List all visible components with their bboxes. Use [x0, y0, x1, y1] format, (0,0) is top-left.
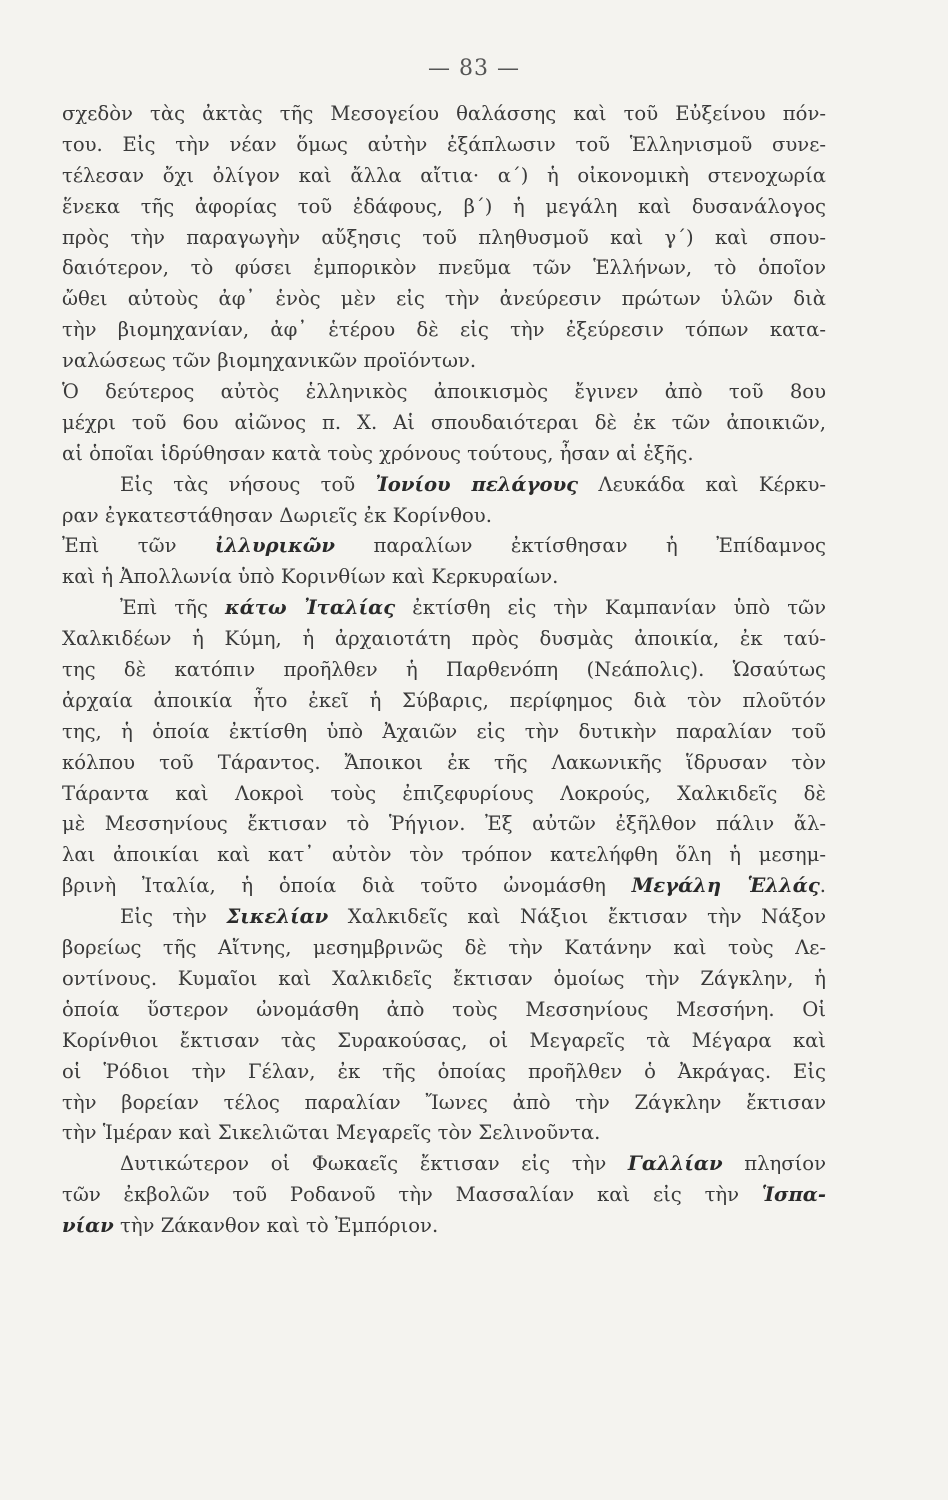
line-text: οντίνους. Κυμαῖοι καὶ Χαλκιδεῖς ἔκτισαν ὁμοίως τὴν Ζάγκλην, ἡ [62, 966, 826, 990]
text-line [62, 315, 826, 346]
line-text: καὶ ἡ Ἀπολλωνία ὑπὸ Κορινθίων καὶ Κερκυραίων. [62, 565, 559, 589]
text-line [62, 284, 826, 315]
line-text: λαι ἀποικίαι καὶ κατ᾿ αὐτὸν τὸν τρόπον κατελήφθη ὅλη ἡ μεσημ- [62, 843, 826, 867]
text-line [62, 99, 826, 130]
text-line [62, 1180, 826, 1211]
text-line [62, 161, 826, 192]
emphasized-term: Γαλλίαν [627, 1152, 723, 1176]
line-text: τῶν ἐκβολῶν τοῦ Ροδανοῦ τὴν Μασσαλίαν καὶ εἰς τὴν [62, 1183, 762, 1207]
text-line [62, 408, 826, 439]
line-text: τέλεσαν ὄχι ὀλίγον καὶ ἄλλα αἴτια· α΄) ἡ οἰκονομικὴ στενοχωρία [62, 163, 826, 187]
line-text: Χαλκιδέων ἡ Κύμη, ἡ ἀρχαιοτάτη πρὸς δυσμὰς ἀποικία, ἐκ ταύ- [62, 627, 826, 651]
line-text: Εἰς τὴν [120, 905, 227, 929]
line-text: παραλίων ἐκτίσθησαν ἡ Ἐπίδαμνος [335, 534, 826, 558]
line-text: ἐκτίσθη εἰς τὴν Καμπανίαν ὑπὸ τῶν [395, 596, 826, 620]
line-text: τὴν Ζάκανθον καὶ τὸ Ἐμπόριον. [113, 1214, 439, 1238]
line-text: Ἐπὶ τῶν [62, 534, 215, 558]
line-text: δαιότερον, τὸ φύσει ἐμπορικὸν πνεῦμα τῶν Ἑλλήνων, τὸ ὁποῖον [62, 256, 826, 280]
emphasized-term: Σικελίαν [226, 905, 329, 929]
text-line [62, 779, 826, 810]
text-line [62, 1088, 826, 1119]
page-number: — 83 — [428, 56, 520, 81]
emphasized-term: ἰλλυρικῶν [215, 534, 336, 558]
text-line [62, 686, 826, 717]
text-line [62, 1057, 826, 1088]
line-text: Λευκάδα καὶ Κέρκυ- [578, 472, 827, 496]
text-line [62, 593, 826, 624]
text-line [62, 562, 826, 593]
emphasized-term: νίαν [62, 1214, 114, 1238]
text-line [62, 902, 826, 933]
text-line [62, 192, 826, 223]
body-text [62, 99, 826, 1242]
text-line [62, 1211, 826, 1242]
text-line [62, 840, 826, 871]
text-line [62, 964, 826, 995]
line-text: βρινὴ Ἰταλία, ἡ ὁποία διὰ τοῦτο ὠνομάσθη [62, 874, 632, 898]
line-text: πλησίον [722, 1152, 827, 1176]
line-text: μὲ Μεσσηνίους ἔκτισαν τὸ Ῥήγιον. Ἐξ αὐτῶν ἐξῆλθον πάλιν ἄλ- [62, 812, 826, 836]
text-line [62, 1026, 826, 1057]
line-text: κόλπου τοῦ Τάραντος. Ἄποικοι ἐκ τῆς Λακωνικῆς ἵδρυσαν τὸν [62, 750, 826, 774]
text-line [62, 501, 826, 532]
text-line [62, 995, 826, 1026]
text-line [62, 1149, 826, 1180]
line-text: ἀρχαία ἀποικία ἦτο ἐκεῖ ἡ Σύβαρις, περίφημος διὰ τὸν πλοῦτόν [62, 688, 826, 712]
text-line [62, 655, 826, 686]
emphasized-term: Μεγάλη Ἑλλάς [631, 874, 820, 898]
text-line [62, 470, 826, 501]
line-text: Δυτικώτερον οἱ Φωκαεῖς ἔκτισαν εἰς τὴν [120, 1152, 628, 1176]
text-line [62, 1118, 826, 1149]
line-text: Εἰς τὰς νήσους τοῦ [120, 472, 376, 496]
line-text: Ὁ δεύτερος αὐτὸς ἑλληνικὸς ἀποικισμὸς ἔγινεν ἀπὸ τοῦ 8ου [62, 380, 826, 404]
text-line [62, 377, 826, 408]
line-text: αἱ ὁποῖαι ἱδρύθησαν κατὰ τοὺς χρόνους τούτους, ἦσαν αἱ ἑξῆς. [62, 441, 694, 465]
text-line [62, 130, 826, 161]
line-text: Τάραντα καὶ Λοκροὶ τοὺς ἐπιζεφυρίους Λοκρούς, Χαλκιδεῖς δὲ [62, 781, 826, 805]
line-text: τὴν βιομηχανίαν, ἀφ᾿ ἑτέρου δὲ εἰς τὴν ἐξεύρεσιν τόπων κατα- [62, 318, 826, 342]
line-text: της, ἡ ὁποία ἐκτίσθη ὑπὸ Ἀχαιῶν εἰς τὴν δυτικὴν παραλίαν τοῦ [62, 719, 826, 743]
line-text: . [819, 874, 826, 898]
text-line [62, 748, 826, 779]
text-line [62, 933, 826, 964]
line-text: βορείως τῆς Αἴτνης, μεσημβρινῶς δὲ τὴν Κατάνην καὶ τοὺς Λε- [62, 936, 826, 960]
line-text: ὤθει αὐτοὺς ἀφ᾿ ἑνὸς μὲν εἰς τὴν ἀνεύρεσιν πρώτων ὑλῶν διὰ [62, 287, 826, 311]
line-text: της δὲ κατόπιν προῆλθεν ἡ Παρθενόπη (Νεάπολις). Ὡσαύτως [62, 658, 826, 682]
text-line [62, 624, 826, 655]
text-line [62, 439, 826, 470]
line-text: Ἐπὶ τῆς [120, 596, 226, 620]
line-text: ἕνεκα τῆς ἀφορίας τοῦ ἐδάφους, β΄) ἡ μεγάλη καὶ δυσανάλογος [62, 194, 826, 218]
line-text: ραν ἐγκατεστάθησαν Δωριεῖς ἐκ Κορίνθου. [62, 503, 492, 527]
text-line [62, 717, 826, 748]
line-text: οἱ Ῥόδιοι τὴν Γέλαν, ἐκ τῆς ὁποίας προῆλθεν ὁ Ἀκράγας. Εἰς [62, 1059, 826, 1083]
line-text: τὴν Ἱμέραν καὶ Σικελιῶται Μεγαρεῖς τὸν Σελινοῦντα. [62, 1121, 601, 1145]
line-text: ναλώσεως τῶν βιομηχανικῶν προϊόντων. [62, 349, 477, 373]
emphasized-term: κάτω Ἰταλίας [225, 596, 396, 620]
line-text: σχεδὸν τὰς ἀκτὰς τῆς Μεσογείου θαλάσσης καὶ τοῦ Εὐξείνου πόν- [62, 102, 826, 125]
text-line [62, 871, 826, 902]
line-text: πρὸς τὴν παραγωγὴν αὔξησις τοῦ πληθυσμοῦ καὶ γ΄) καὶ σπου- [62, 225, 826, 249]
line-text: ὁποία ὕστερον ὠνομάσθη ἀπὸ τοὺς Μεσσηνίους Μεσσήνη. Οἱ [62, 997, 826, 1021]
text-line [62, 346, 826, 377]
line-text: Χαλκιδεῖς καὶ Νάξιοι ἔκτισαν τὴν Νάξον [328, 905, 827, 929]
line-text: Κορίνθιοι ἔκτισαν τὰς Συρακούσας, οἱ Μεγαρεῖς τὰ Μέγαρα καὶ [62, 1028, 826, 1052]
line-text: τὴν βορείαν τέλος παραλίαν Ἴωνες ἀπὸ τὴν Ζάγκλην ἔκτισαν [62, 1090, 826, 1114]
line-text: του. Εἰς τὴν νέαν ὅμως αὐτὴν ἐξάπλωσιν τοῦ Ἑλληνισμοῦ συνε- [62, 132, 826, 156]
text-line [62, 253, 826, 284]
emphasized-term: Ἱσπα- [761, 1183, 826, 1207]
text-line [62, 531, 826, 562]
emphasized-term: Ἰονίου πελάγους [375, 472, 579, 496]
text-line [62, 223, 826, 254]
text-line [62, 809, 826, 840]
line-text: μέχρι τοῦ 6ου αἰῶνος π. Χ. Αἱ σπουδαιότεραι δὲ ἐκ τῶν ἀποικιῶν, [62, 410, 826, 434]
